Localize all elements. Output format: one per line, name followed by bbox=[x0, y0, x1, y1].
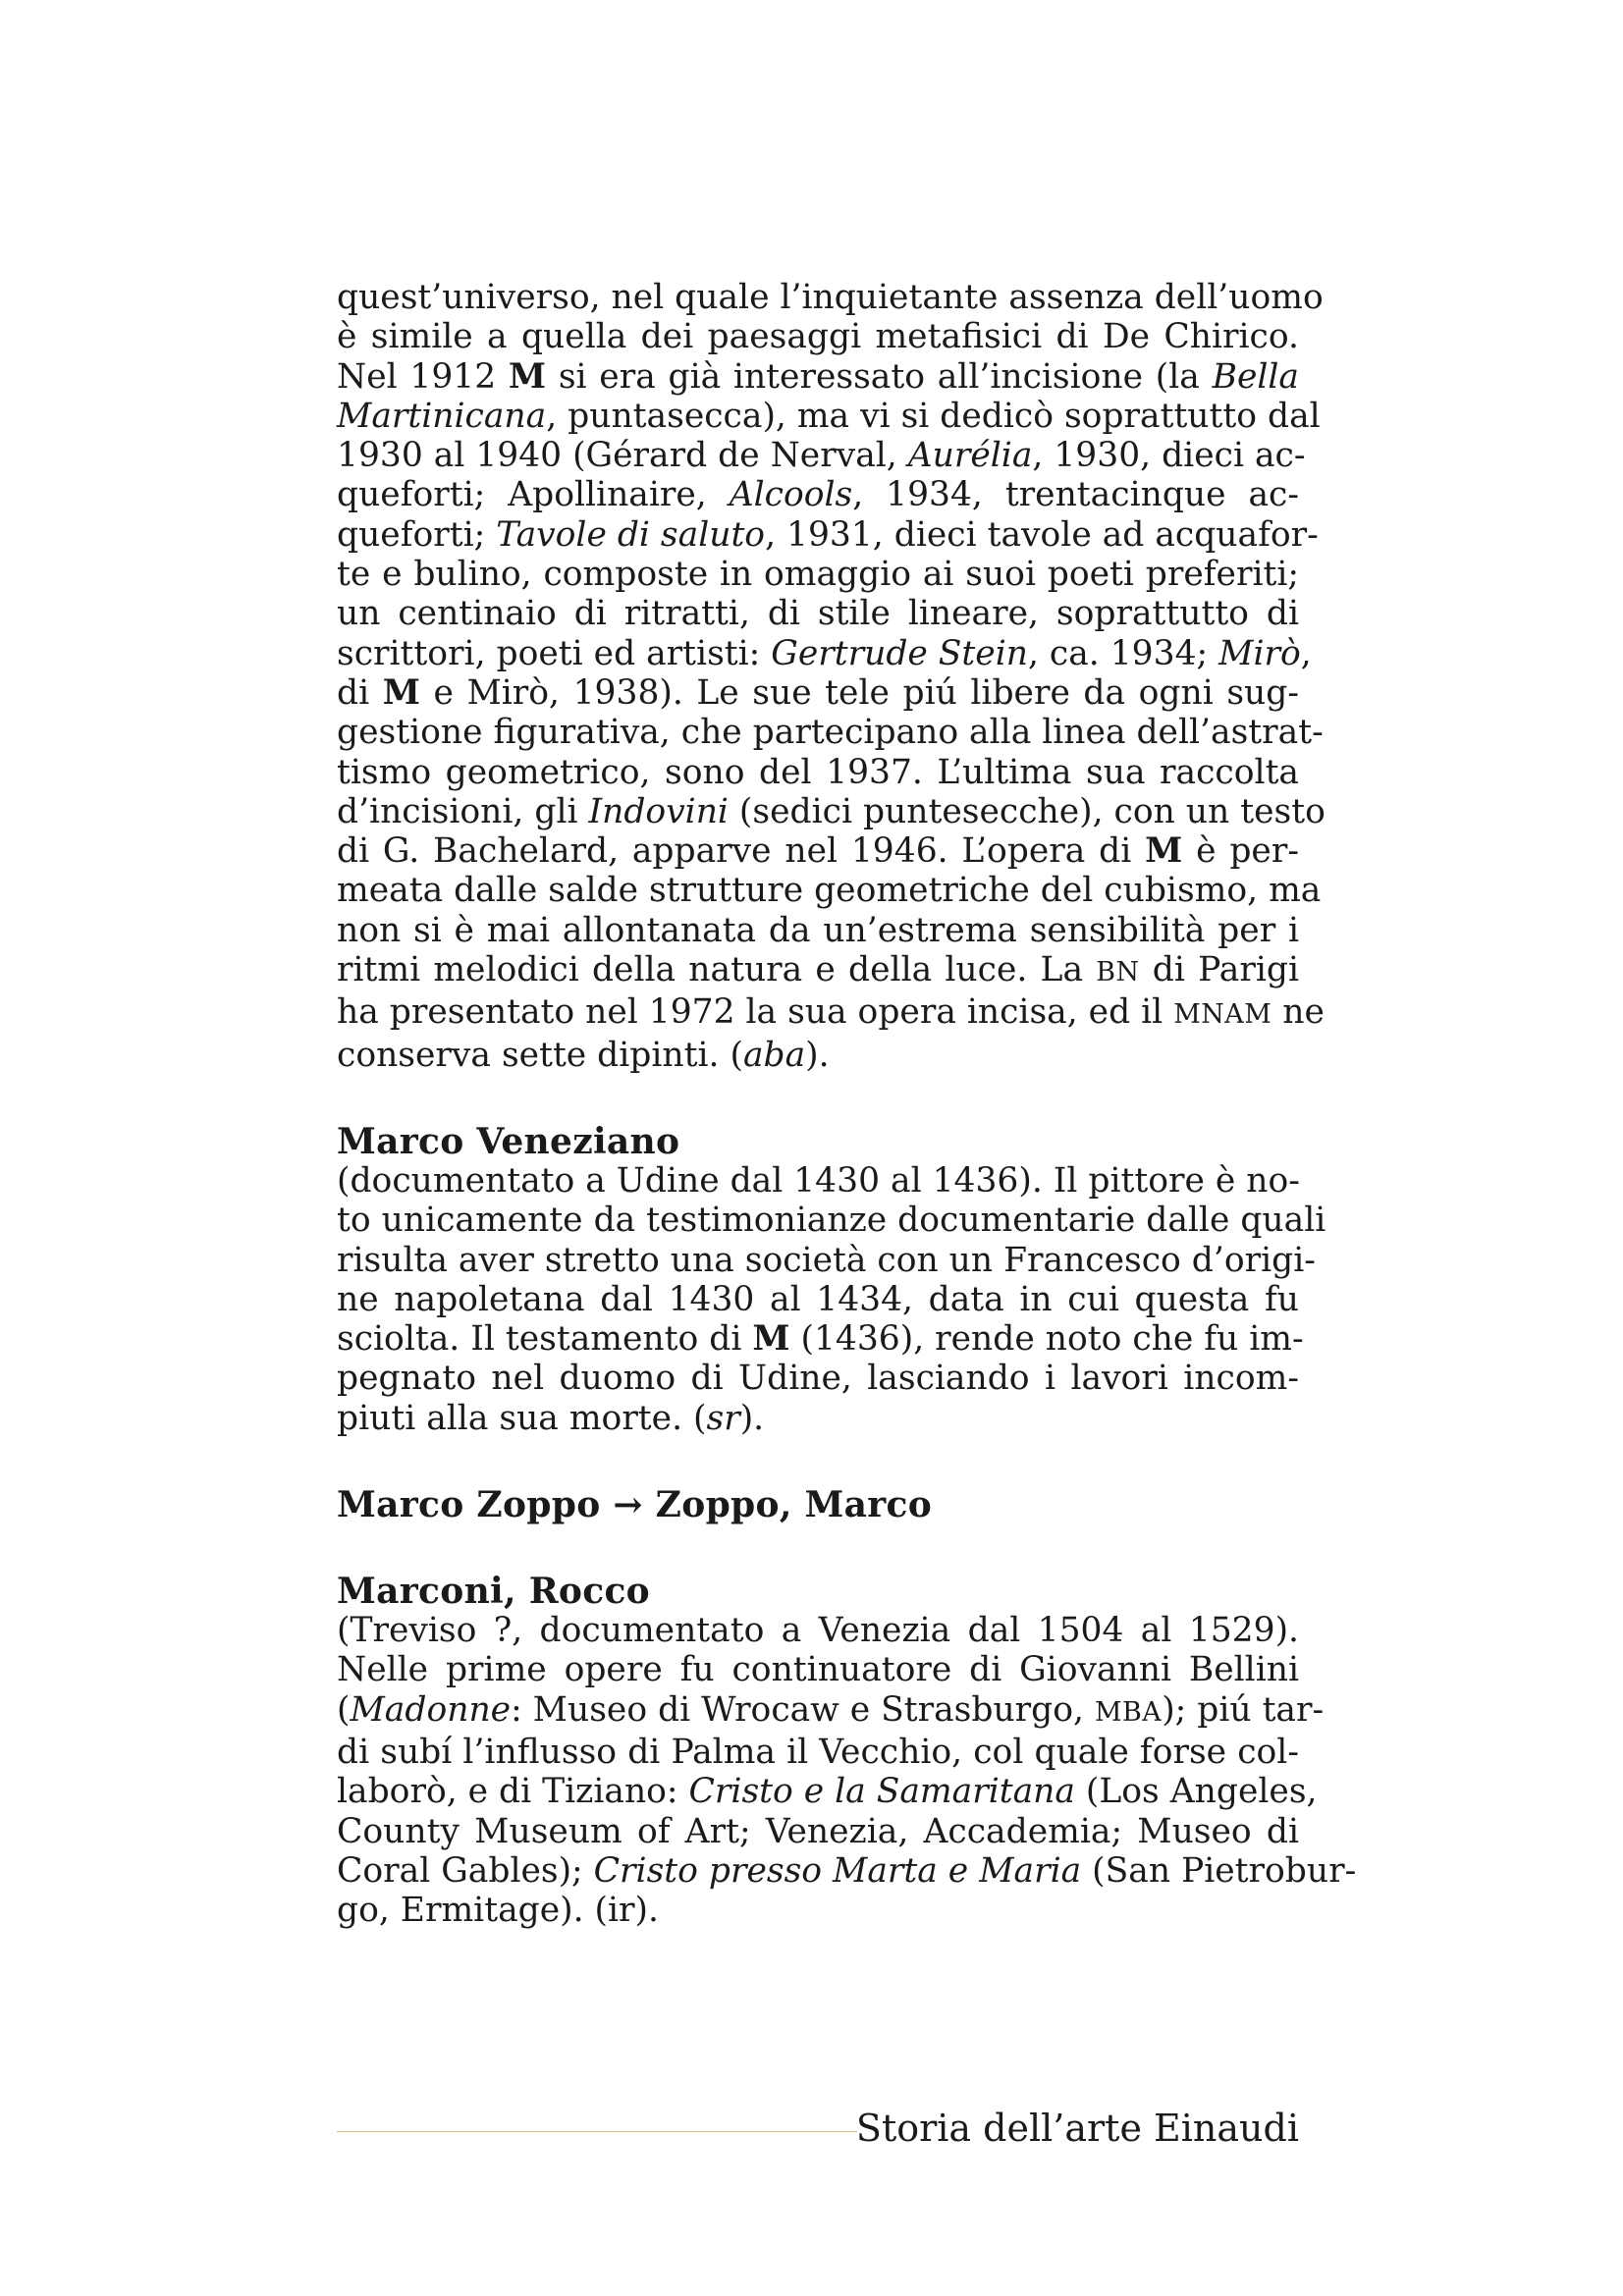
entry-text-marconi-rocco: (Treviso ?, documentato a Venezia dal 1504 al 1529). Nelle prime opere fu continuatore di Giovanni Bellini (Madonne: Museo di Wrocaw e Strasburgo, MBA); piú tar- di subí l’influsso di Palma il Vecchio, col quale forse col- laborò, e di Tiziano: Cristo e la Samaritana (Los Angeles, County Museum of Art; Venezia, Accademia; Museo di Coral Gables); Cristo presso Marta e Maria (San Pietrobur- go, Ermitage). (ir). bbox=[337, 1611, 1357, 1931]
entry-title-marco-zoppo: Marco Zoppo → Zoppo, Marco bbox=[337, 1484, 933, 1526]
entry-title-marco-veneziano: Marco Veneziano bbox=[337, 1120, 680, 1162]
page-footer bbox=[337, 2104, 1299, 2163]
entry-title-marconi-rocco: Marconi, Rocco bbox=[337, 1571, 650, 1613]
footer-title: Storia dell’arte Einaudi bbox=[855, 2107, 1299, 2150]
footer-rule bbox=[337, 2131, 857, 2132]
entry-text-marco-veneziano: (documentato a Udine dal 1430 al 1436). Il pittore è no- to unicamente da testimonianze documentarie dalle quali risulta aver stretto una società con un Francesco d’origi- ne napoletana dal 1430 al 1434, data in cui questa fu sciolta. Il testamento di M (1436), rende noto che fu im- pegnato nel duomo di Udine, lasciando i lavori incom- piuti alla sua morte. (sr). bbox=[337, 1160, 1326, 1438]
document-page bbox=[337, 278, 1357, 1931]
entry-intro-text: quest’universo, nel quale l’inquietante assenza dell’uomo è simile a quella dei paesaggi metafisici di De Chirico. Nel 1912 M si era già interessato all’incisione (la Bella Martinicana, puntasecca), ma vi si dedicò soprattutto dal 1930 al 1940 (Gérard de Nerval, Aurélia, 1930, dieci ac- queforti; Apollinaire, Alcools, 1934, trentacinque ac- queforti; Tavole di saluto, 1931, dieci tavole ad acquafor- te e bulino, composte in omaggio ai suoi poeti preferiti; un centinaio di ritratti, di stile lineare, soprattutto di scrittori, poeti ed artisti: Gertrude Stein, ca. 1934; Mirò, di M e Mirò, 1938). Le sue tele piú libere da ogni sug- gestione figurativa, che partecipano alla linea dell’astrat- tismo geometrico, sono del 1937. L’ultima sua raccolta d’incisioni, gli Indovini (sedici puntesecche), con un testo di G. Bachelard, apparve nel 1946. L’opera di M è per- meata dalle salde strutture geometriche del cubismo, ma non si è mai allontanata da un’estrema sensibilità per i ritmi melodici della natura e della luce. La BN di Parigi ha presentato nel 1972 la sua opera incisa, ed il MNAM ne conserva sette dipinti. (aba). bbox=[337, 278, 1325, 1075]
